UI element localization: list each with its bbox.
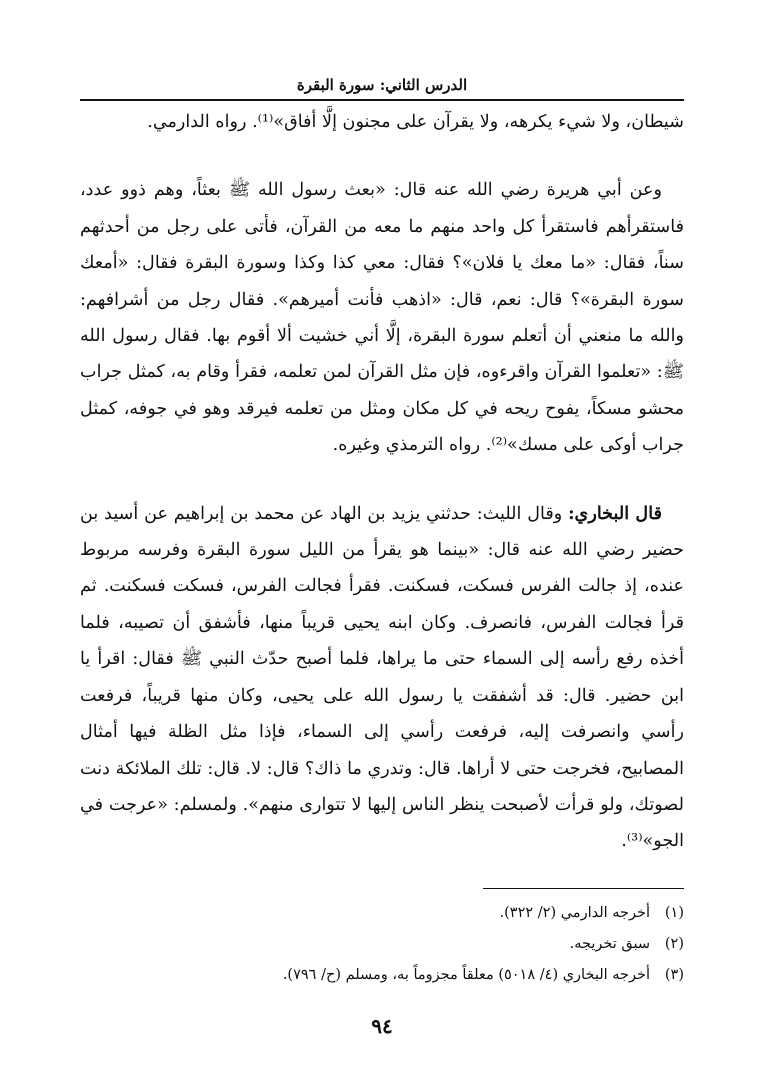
footnote-rule	[483, 888, 684, 889]
footnote-number: (٢)	[664, 936, 684, 952]
footnotes	[80, 898, 684, 991]
paragraph-3	[80, 496, 684, 860]
footnote-item	[80, 898, 684, 929]
footnote-text: أخرجه البخاري (٤/ ٥٠١٨) معلقاً مجزوماً به، ومسلم (ح/ ٧٩٦).	[282, 967, 650, 983]
bukhari-text: وقال الليث: حدثني يزيد بن الهاد عن محمد بن إبراهيم عن أسيد بن حضير رضي الله عنه قال: «بينما هو يقرأ من الليل سورة البقرة وفرسه مربوط عنده، إذ جالت الفرس فسكت، فسكنت. فقرأ فجالت الفرس، فسكت فسكنت. ثم قرأ فجالت الفرس، فانصرف. وكان ابنه يحيى قريباً منها، فأشفق أن تصيبه، فلما أخذه رفع رأسه إلى السماء حتى ما يراها، فلما أصبح حدّث النبي ﷺ فقال: اقرأ يا ابن حضير. قال: قد أشفقت يا رسول الله على يحيى، وكان منها قريباً، فرفعت رأسي وانصرفت إليه، فرفعت رأسي إلى السماء، فإذا مثل الظلة فيها أمثال المصابيح، فخرجت حتى لا أراها. قال: وتدري ما ذاك؟ قال: لا. قال: تلك الملائكة دنت لصوتك، ولو قرأت لأصبحت ينظر الناس إليها لا تتوارى منهم». ولمسلم: «عرجت في الجو»⁽³⁾.	[80, 503, 684, 852]
footnote-text: سبق تخريجه.	[569, 936, 650, 952]
paragraph-gap	[80, 140, 684, 172]
paragraph-gap	[80, 464, 684, 496]
page-number: ٩٤	[371, 1014, 393, 1038]
footnote-number: (٣)	[664, 967, 684, 983]
running-head: الدرس الثاني: سورة البقرة	[296, 76, 468, 94]
footnote-text: أخرجه الدارمي (٢/ ٣٢٢).	[499, 905, 650, 921]
body-text	[80, 104, 684, 860]
footnote-item	[80, 929, 684, 960]
footnote-item	[80, 960, 684, 991]
paragraph-2: وعن أبي هريرة رضي الله عنه قال: «بعث رسول الله ﷺ بعثاً، وهم ذوو عدد، فاستقرأهم فاستقرأ كل واحد منهم ما معه من القرآن، فأتى على رجل من أحدثهم سناً، فقال: «ما معك يا فلان»؟ فقال: معي كذا وكذا وسورة البقرة فقال: «أمعك سورة البقرة»؟ قال: نعم، قال: «اذهب فأنت أميرهم». فقال رجل من أشرافهم: والله ما منعني أن أتعلم سورة البقرة، إلَّا أني خشيت ألا أقوم بها. فقال رسول الله ﷺ: «تعلموا القرآن واقرءوه، فإن مثل القرآن لمن تعلمه، فقرأ وقام به، كمثل جراب محشو مسكاً، يفوح ريحه في كل مكان ومثل من تعلمه فيرقد وهو في جوفه، كمثل جراب أوكى على مسك»⁽²⁾. رواه الترمذي وغيره.	[80, 180, 684, 456]
paragraph-1: شيطان، ولا شيء يكرهه، ولا يقرآن على مجنون إلَّا أفاق»⁽¹⁾. رواه الدارمي.	[147, 112, 684, 132]
header-rule	[80, 99, 684, 101]
bukhari-lead: قال البخاري:	[568, 502, 662, 524]
footnote-number: (١)	[664, 905, 684, 921]
